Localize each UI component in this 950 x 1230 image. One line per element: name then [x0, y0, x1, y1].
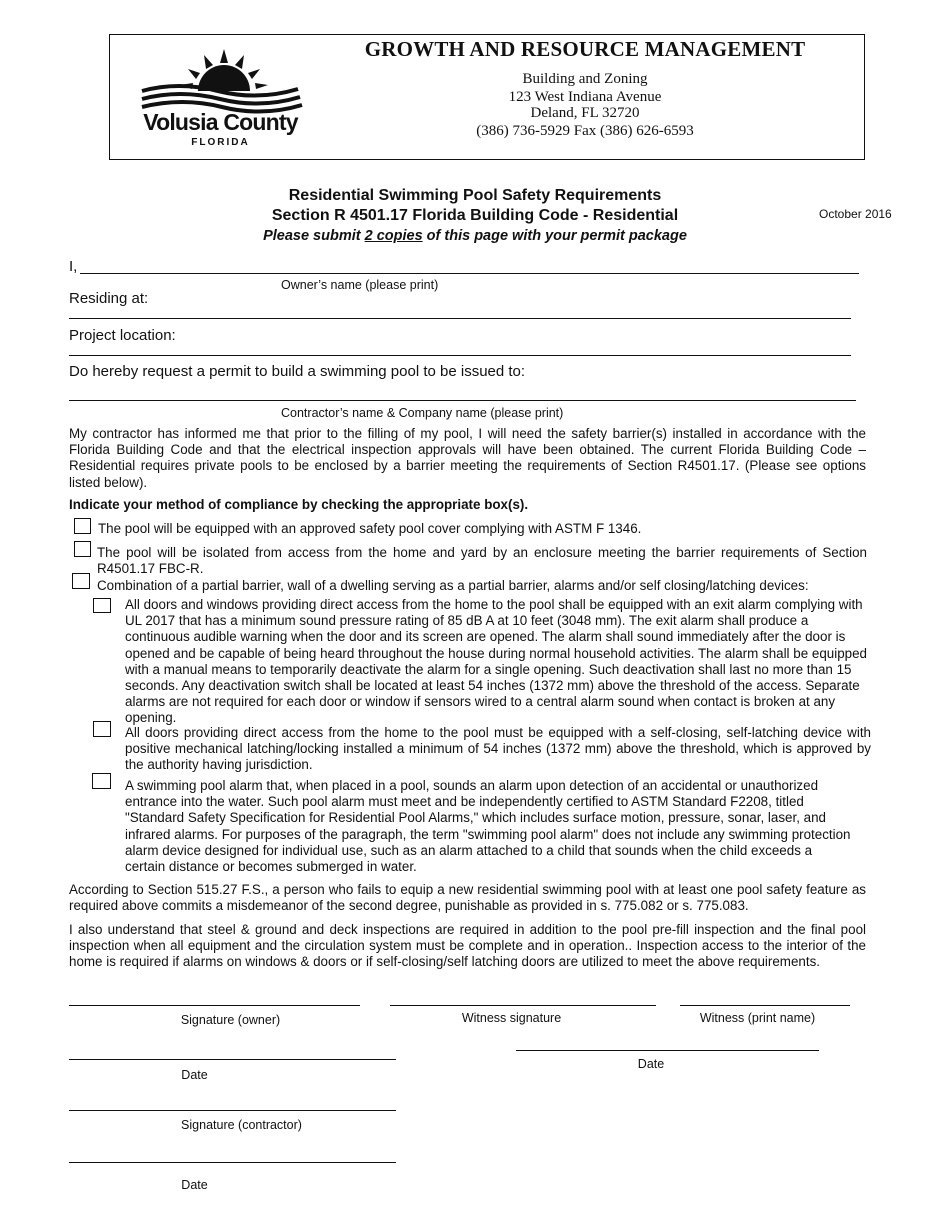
- owner-date-label: Date: [181, 1068, 208, 1082]
- compliance-heading: Indicate your method of compliance by checking the appropriate box(s).: [69, 497, 529, 512]
- contractor-line[interactable]: [69, 400, 856, 401]
- phone-fax: (386) 736-5929 Fax (386) 626-6593: [476, 123, 694, 139]
- enclosure-checkbox[interactable]: [74, 541, 91, 557]
- residing-label: Residing at:: [69, 290, 149, 307]
- address-line2: Deland, FL 32720: [530, 105, 640, 121]
- option-exit-alarm: All doors and windows providing direct access from the home to the pool shall be equipped with an exit alarm complying with UL 2017 that has a minimum sound pressure rating of 85 dB A at 10 feet (3048 mm). The exit alarm shall produce a continuous audible warning when the door and its screen are opened. The alarm shall sound immediately after the door is opened and be capable of being heard throughout the house during normal household activities. The alarm shall be equipped with a manual means to temporarily deactivate the alarm for a single opening. Such deactivation shall last no more than 15 seconds. Any deactivation switch shall be located at least 54 inches (1372 mm) above the threshold of the access. Separate alarms are not required for each door or window if sensors wired to a central alarm sound when contact is broken at any opening.: [125, 597, 867, 726]
- logo-text: Volusia County: [143, 109, 298, 135]
- witness-date-label: Date: [637, 1057, 665, 1071]
- option-enclosure: The pool will be isolated from access from the home and yard by an enclosure meeting the barrier requirements of Section R4501.17 FBC-R.: [97, 545, 867, 577]
- sun-logo-icon: [138, 45, 308, 117]
- contractor-signature-label: Signature (contractor): [181, 1118, 302, 1132]
- letterhead: [109, 34, 865, 160]
- address-line1: 123 West Indiana Avenue: [508, 89, 662, 105]
- owner-date-line[interactable]: [69, 1059, 396, 1060]
- doc-title-line1: Residential Swimming Pool Safety Requirements: [288, 187, 662, 204]
- project-line[interactable]: [69, 355, 851, 356]
- option-combination: Combination of a partial barrier, wall of a dwelling serving as a partial barrier, alarms and/or self closing/latching devices:: [97, 578, 809, 593]
- owner-signature-label: Signature (owner): [180, 1013, 281, 1027]
- pool-alarm-checkbox[interactable]: [92, 773, 111, 789]
- option-self-closing: All doors providing direct access from the home to the pool must be equipped with a self-closing, self-latching device with positive mechanical latching/locking installed a minimum of 54 inches (1372 mm) above the threshold, which is approved by the authority having jurisdiction.: [125, 725, 871, 773]
- option-pool-alarm: A swimming pool alarm that, when placed in a pool, sounds an alarm upon detection of an accidental or unauthorized entrance into the water. Such pool alarm must meet and be independently certified to ASTM Standard F2208, titled "Standard Safety Specification for Residential Pool Alarms," which includes surface motion, pressure, sonar, laser, and infrared alarms. For purposes of the paragraph, the term "swimming pool alarm" does not include any swimming protection alarm device designed for individual use, such as an alarm attached to a child that sounds when the child exceeds a certain distance or becomes submerged in water.: [125, 778, 851, 875]
- owner-name-line[interactable]: [80, 273, 859, 274]
- inspection-paragraph: I also understand that steel & ground and deck inspections are required in addition to the pool pre-fill inspection and the final pool inspection when all equipment and the circulation system must be complete and in operation.. Inspection access to the interior of the home is required if alarms on windows & doors or if self-closing/self latching doors are utilized to meet the above requirements.: [69, 922, 866, 970]
- doc-title-line2: Section R 4501.17 Florida Building Code - Residential: [271, 207, 679, 224]
- contractor-signature-line[interactable]: [69, 1110, 396, 1111]
- request-text: Do hereby request a permit to build a swimming pool to be issued to:: [69, 363, 526, 380]
- contractor-date-label: Date: [181, 1178, 208, 1192]
- witness-name-label: Witness (print name): [699, 1011, 816, 1025]
- option-cover: The pool will be equipped with an approved safety pool cover complying with ASTM F 1346.: [98, 521, 642, 536]
- org-title: GROWTH AND RESOURCE MANAGEMENT: [364, 37, 806, 61]
- project-label: Project location:: [69, 327, 176, 344]
- witness-date-line[interactable]: [516, 1050, 819, 1051]
- witness-name-line[interactable]: [680, 1005, 850, 1006]
- owner-caption: Owner’s name (please print): [281, 278, 439, 292]
- form-date: October 2016: [819, 207, 892, 221]
- statute-paragraph: According to Section 515.27 F.S., a person who fails to equip a new residential swimming pool with at least one pool safety feature as required above commits a misdemeanor of the second degree, punishable as provided in s. 775.082 or s. 775.083.: [69, 882, 866, 914]
- residing-line[interactable]: [69, 318, 851, 319]
- logo-subtext: FLORIDA: [191, 137, 250, 148]
- i-prefix: I,: [69, 258, 78, 275]
- intro-paragraph: My contractor has informed me that prior to the filling of my pool, I will need the safety barrier(s) installed in accordance with the Florida Building Code and that the electrical inspection approvals will have been obtained. The current Florida Building Code – Residential requires private pools to be enclosed by a barrier meeting the requirements of Section R4501.17. (Please see options listed below).: [69, 426, 866, 490]
- contractor-caption: Contractor’s name & Company name (please print): [281, 406, 564, 420]
- witness-signature-line[interactable]: [390, 1005, 656, 1006]
- volusia-county-logo: [138, 45, 308, 148]
- copies-emphasis: 2 copies: [364, 228, 423, 244]
- cover-checkbox[interactable]: [74, 518, 91, 534]
- owner-signature-line[interactable]: [69, 1005, 360, 1006]
- contractor-date-line[interactable]: [69, 1162, 396, 1163]
- self-closing-checkbox[interactable]: [93, 721, 111, 737]
- combination-checkbox[interactable]: [72, 573, 90, 589]
- exit-alarm-checkbox[interactable]: [93, 598, 111, 613]
- witness-signature-label: Witness signature: [461, 1011, 562, 1025]
- department: Building and Zoning: [522, 71, 648, 87]
- doc-title-line3: Please submit 2 copies of this page with your permit package: [263, 228, 687, 244]
